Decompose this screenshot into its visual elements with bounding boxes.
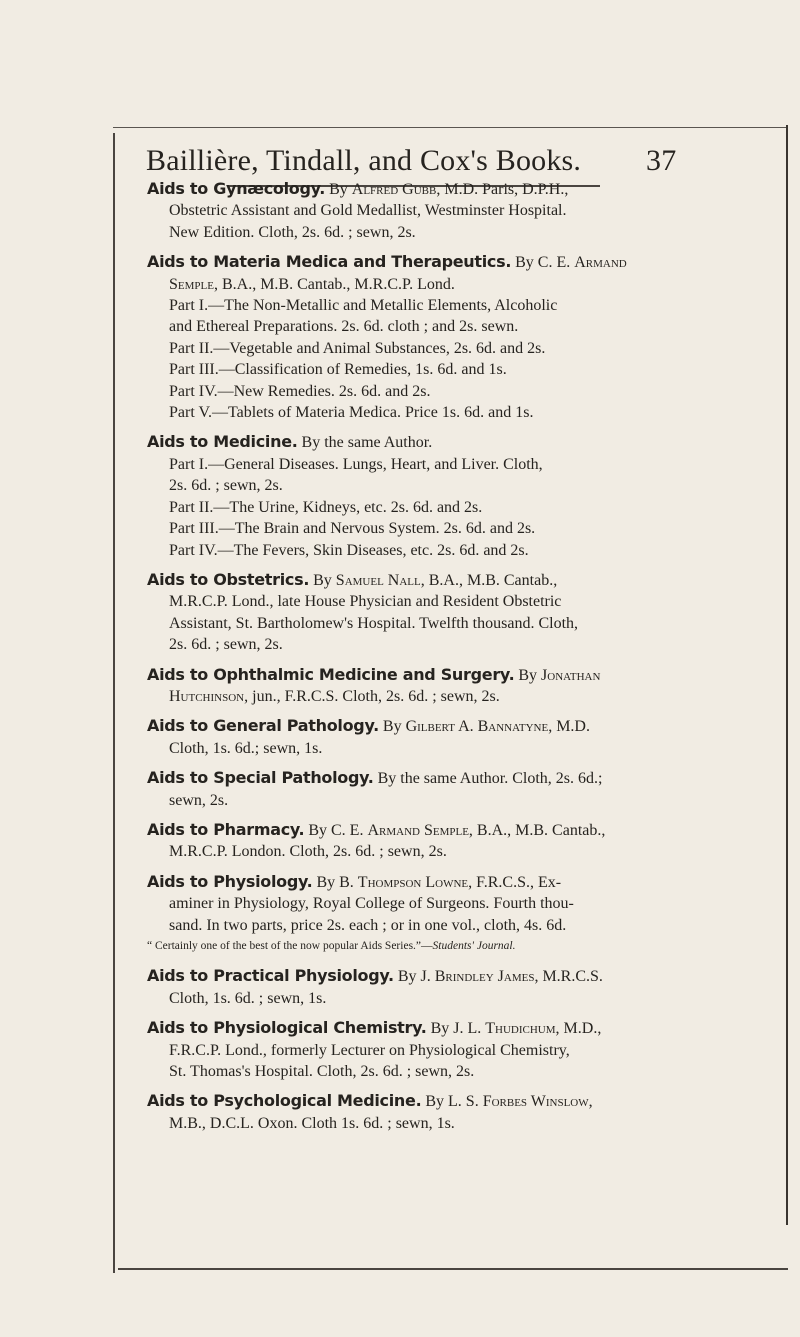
book-entry <box>147 819 687 863</box>
entry-line: 2s. 6d. ; sewn, 2s. <box>169 636 283 654</box>
entry-heading-line <box>147 431 687 453</box>
book-entry <box>147 1090 687 1134</box>
author-name: Jonathan <box>541 666 601 684</box>
entry-text: , jun., F.R.C.S. Cloth, 2s. 6d. ; sewn, 2s. <box>244 687 500 705</box>
entry-line <box>147 686 687 707</box>
entry-text: By <box>514 666 542 684</box>
entry-text: By the same Author. Cloth, 2s. 6d.; <box>373 770 603 788</box>
entry-line: M.R.C.P. Lond., late House Physician and Resident Obstetric <box>169 593 562 611</box>
entry-heading-line <box>147 178 687 200</box>
author-name: Samuel Nall <box>335 571 421 589</box>
entry-line: Part III.—The Brain and Nervous System. 2s. 6d. and 2s. <box>169 520 536 538</box>
entry-line: 2s. 6d. ; sewn, 2s. <box>169 477 283 495</box>
entry-text: By J. <box>393 968 435 986</box>
book-entry <box>147 715 687 759</box>
entry-text: By the same Author. <box>297 434 433 452</box>
book-title: Aids to Medicine. <box>147 432 298 452</box>
running-header <box>146 144 686 178</box>
author-name: Armand <box>574 254 627 272</box>
entry-line: aminer in Physiology, Royal College of Surgeons. Fourth thou- <box>169 895 574 913</box>
entry-heading-line <box>147 664 687 686</box>
entry-text: By B. <box>312 873 358 891</box>
entry-text: , B.A., M.B. Cantab., <box>420 571 558 589</box>
entry-line: Part II.—Vegetable and Animal Substances, 2s. 6d. and 2s. <box>169 339 546 357</box>
book-title: Aids to Pharmacy. <box>147 819 305 839</box>
entry-line: New Edition. Cloth, 2s. 6d. ; sewn, 2s. <box>169 223 416 241</box>
entry-line: Part V.—Tablets of Materia Medica. Price 1s. 6d. and 1s. <box>169 404 534 422</box>
author-name: Hutchinson <box>169 687 245 705</box>
entry-heading-line <box>147 1090 687 1112</box>
entry-text: , M.D. <box>548 718 590 736</box>
author-name: Alfred Gubb <box>351 181 437 198</box>
book-list <box>147 178 687 1142</box>
entry-line: Part II.—The Urine, Kidneys, etc. 2s. 6d. and 2s. <box>169 498 483 516</box>
entry-text: By J. L. <box>426 1020 486 1038</box>
entry-heading-line <box>147 569 687 591</box>
entry-heading-line <box>147 251 687 273</box>
book-title: Aids to Physiological Chemistry. <box>147 1018 427 1038</box>
entry-text: , M.R.C.S. <box>534 968 603 986</box>
book-title: Aids to Materia Medica and Therapeutics. <box>147 252 512 272</box>
book-title: Aids to Gynæcology. <box>147 179 326 198</box>
entry-line: Assistant, St. Bartholomew's Hospital. Twelfth thousand. Cloth, <box>169 614 579 632</box>
book-entry <box>147 431 687 560</box>
author-name: Thudichum <box>485 1020 556 1038</box>
author-name: Gilbert A. Bannatyne <box>405 718 549 736</box>
entry-text: By L. S. <box>421 1093 483 1111</box>
entry-text: , B.A., M.B. Cantab., <box>468 821 606 839</box>
book-entry <box>147 569 687 656</box>
book-entry <box>147 664 687 708</box>
quote-text: “ Certainly one of the best of the now popular Aids Series.”— <box>147 940 433 952</box>
page-number: 37 <box>646 144 677 177</box>
entry-text: By <box>309 571 336 589</box>
entry-line: and Ethereal Preparations. 2s. 6d. cloth ; and 2s. sewn. <box>169 318 519 336</box>
entry-heading-line <box>147 715 687 737</box>
author-name: Forbes Winslow <box>482 1093 589 1111</box>
entry-heading-line <box>147 819 687 841</box>
book-entry <box>147 251 687 423</box>
entry-line: Part IV.—New Remedies. 2s. 6d. and 2s. <box>169 382 431 400</box>
entry-line: sand. In two parts, price 2s. each ; or in one vol., cloth, 4s. 6d. <box>169 916 567 934</box>
entry-line: sewn, 2s. <box>169 791 229 809</box>
entry-text: , F.R.C.S., Ex- <box>468 873 562 891</box>
entry-heading-line <box>147 871 687 893</box>
right-margin-rule <box>786 125 788 1225</box>
book-title: Aids to General Pathology. <box>147 716 379 736</box>
review-quote <box>147 936 687 957</box>
entry-line: St. Thomas's Hospital. Cloth, 2s. 6d. ; sewn, 2s. <box>169 1063 475 1081</box>
entry-line: M.R.C.P. London. Cloth, 2s. 6d. ; sewn, 2s. <box>169 843 447 861</box>
book-entry <box>147 965 687 1009</box>
entry-text: , M.D., <box>555 1020 602 1038</box>
book-title: Aids to Obstetrics. <box>147 569 310 589</box>
book-title: Aids to Ophthalmic Medicine and Surgery. <box>147 664 515 684</box>
entry-line: Part I.—The Non-Metallic and Metallic Elements, Alcoholic <box>169 297 558 315</box>
entry-line: M.B., D.C.L. Oxon. Cloth 1s. 6d. ; sewn, 1s. <box>169 1114 455 1132</box>
book-title: Aids to Physiology. <box>147 871 313 891</box>
entry-heading-line <box>147 965 687 987</box>
book-title: Aids to Special Pathology. <box>147 768 374 788</box>
entry-line: F.R.C.P. Lond., formerly Lecturer on Physiological Chemistry, <box>169 1041 570 1059</box>
book-title: Aids to Psychological Medicine. <box>147 1091 422 1111</box>
book-title: Aids to Practical Physiology. <box>147 966 394 986</box>
entry-text: , B.A., M.B. Cantab., M.R.C.P. Lond. <box>213 275 455 293</box>
entry-text: By <box>378 718 406 736</box>
entry-line: Cloth, 1s. 6d.; sewn, 1s. <box>169 739 323 757</box>
book-entry <box>147 871 687 958</box>
entry-line <box>147 274 687 295</box>
entry-line: Part I.—General Diseases. Lungs, Heart, and Liver. Cloth, <box>169 455 543 473</box>
book-entry <box>147 1017 687 1082</box>
author-name: Brindley James <box>434 968 535 986</box>
author-name: Thompson Lowne <box>357 873 469 891</box>
book-entry <box>147 178 687 243</box>
top-rule <box>113 127 786 128</box>
author-name: Armand Semple <box>367 821 469 839</box>
entry-heading-line <box>147 1017 687 1039</box>
book-entry <box>147 767 687 811</box>
author-name: Semple <box>169 275 214 293</box>
entry-line: Part IV.—The Fevers, Skin Diseases, etc. 2s. 6d. and 2s. <box>169 541 529 559</box>
entry-text: , M.D. Paris, D.P.H., <box>436 181 569 198</box>
entry-text: , <box>588 1093 593 1111</box>
entry-line: Obstetric Assistant and Gold Medallist, Westminster Hospital. <box>169 202 567 220</box>
entry-line: Cloth, 1s. 6d. ; sewn, 1s. <box>169 989 327 1007</box>
entry-text: By <box>325 181 352 198</box>
entry-text: By C. E. <box>304 821 368 839</box>
entry-text: By C. E. <box>511 254 575 272</box>
bottom-rule <box>118 1268 788 1270</box>
quote-source: Students' Journal. <box>432 940 516 952</box>
entry-heading-line <box>147 767 687 789</box>
entry-line: Part III.—Classification of Remedies, 1s. 6d. and 1s. <box>169 361 507 379</box>
header-title: Baillière, Tindall, and Cox's Books. <box>146 144 582 177</box>
